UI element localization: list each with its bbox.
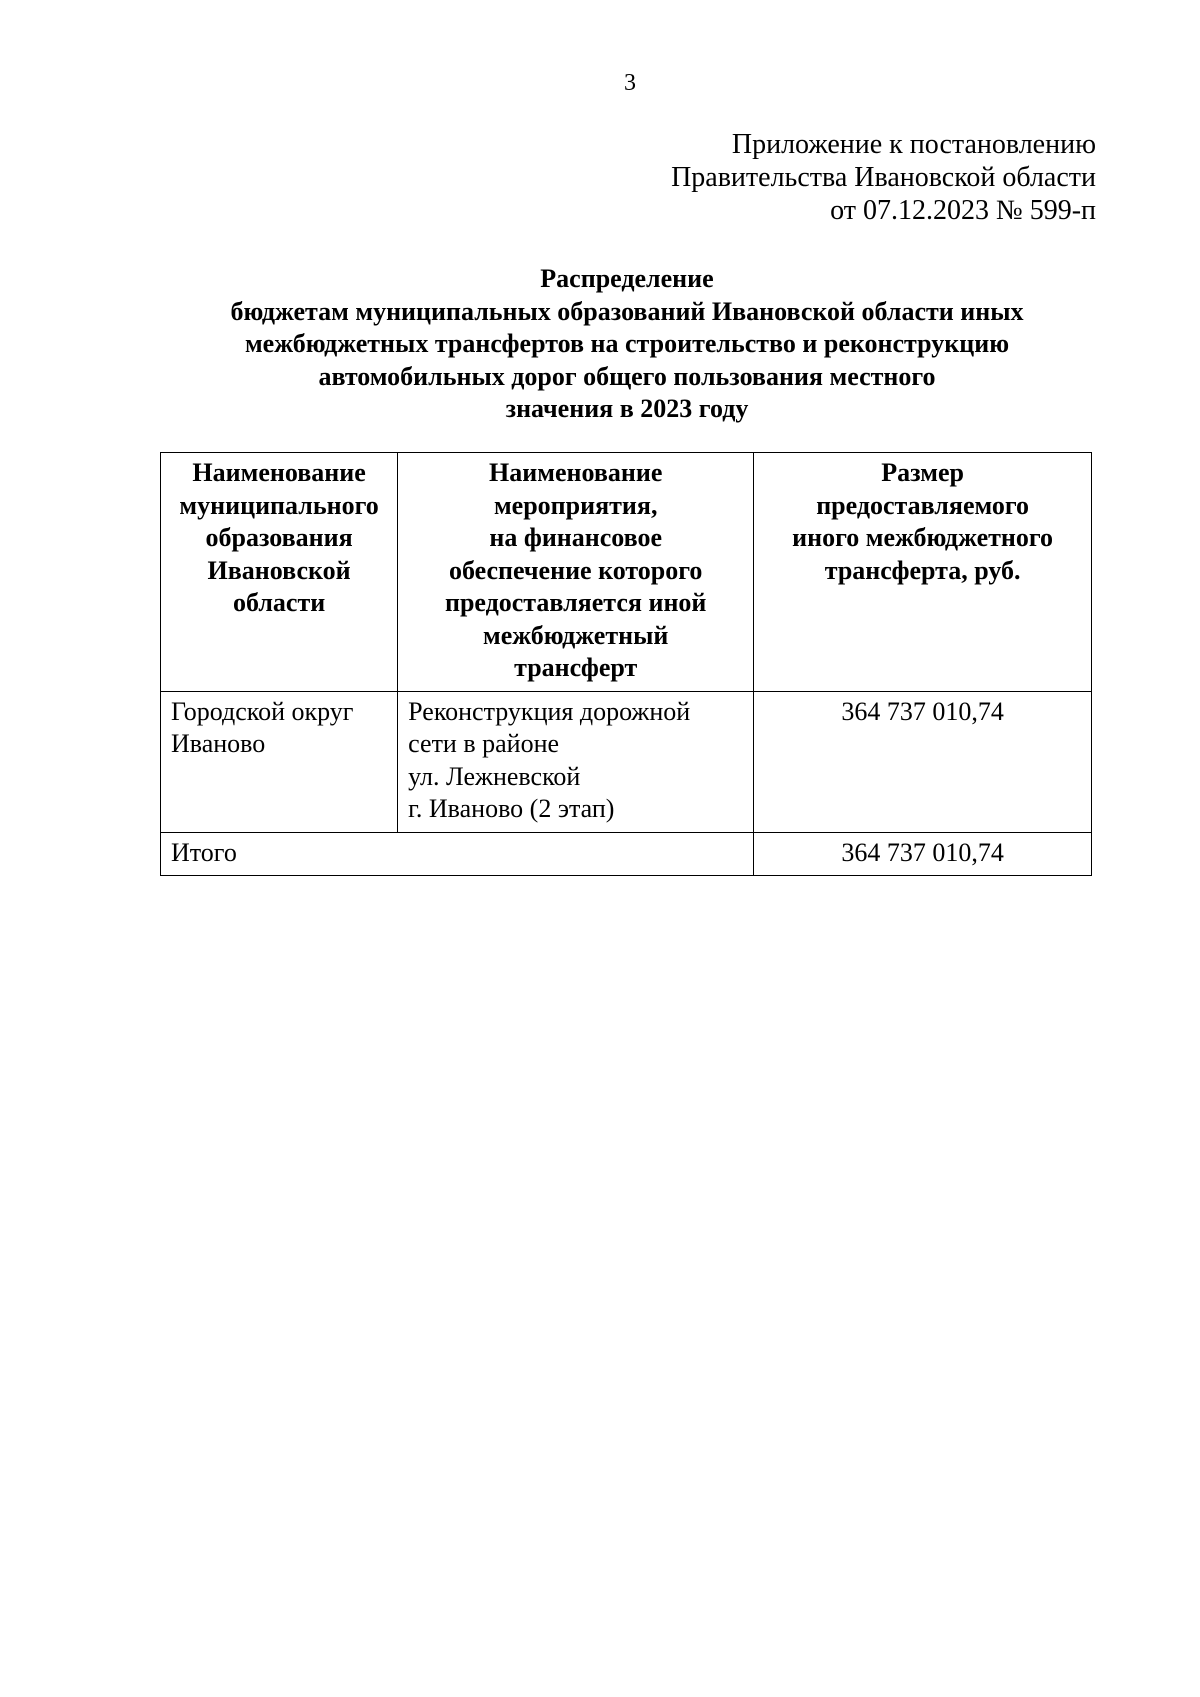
appendix-reference [396,128,1096,227]
cell-municipality: Городской округ Иваново [161,691,398,832]
cell-amount: 364 737 010,74 [754,691,1092,832]
document-title [160,263,1094,426]
distribution-table [160,452,1092,876]
cell-activity: Реконструкция дорожной сети в районе ул. Лежневской г. Иваново (2 этап) [398,691,754,832]
page-number: 3 [624,70,636,96]
appendix-line-1: Приложение к постановлению [731,129,1096,160]
title-line-3: межбюджетных трансфертов на строительство и реконструкцию [244,329,1010,358]
header-municipality: Наименование муниципального образования Ивановской области [161,453,398,692]
title-line-2: бюджетам муниципальных образований Ивановской области иных [230,296,1024,326]
title-line-4: автомобильных дорог общего пользования местного [318,361,936,391]
appendix-line-2: Правительства Ивановской области [671,162,1096,193]
total-amount: 364 737 010,74 [754,832,1092,876]
table-total-row [161,832,1092,876]
appendix-line-3: от 07.12.2023 № 599-п [830,195,1096,226]
header-amount: Размер предоставляемого иного межбюджетного трансферта, руб. [754,453,1092,692]
table-row [161,691,1092,832]
title-line-5: значения в 2023 году [505,394,749,423]
total-label: Итого [161,832,754,876]
table-header-row [161,453,1092,692]
title-line-1: Распределение [540,264,714,293]
header-activity: Наименование мероприятия, на финансовое обеспечение которого предоставляется иной межбюджетный трансферт [398,453,754,692]
